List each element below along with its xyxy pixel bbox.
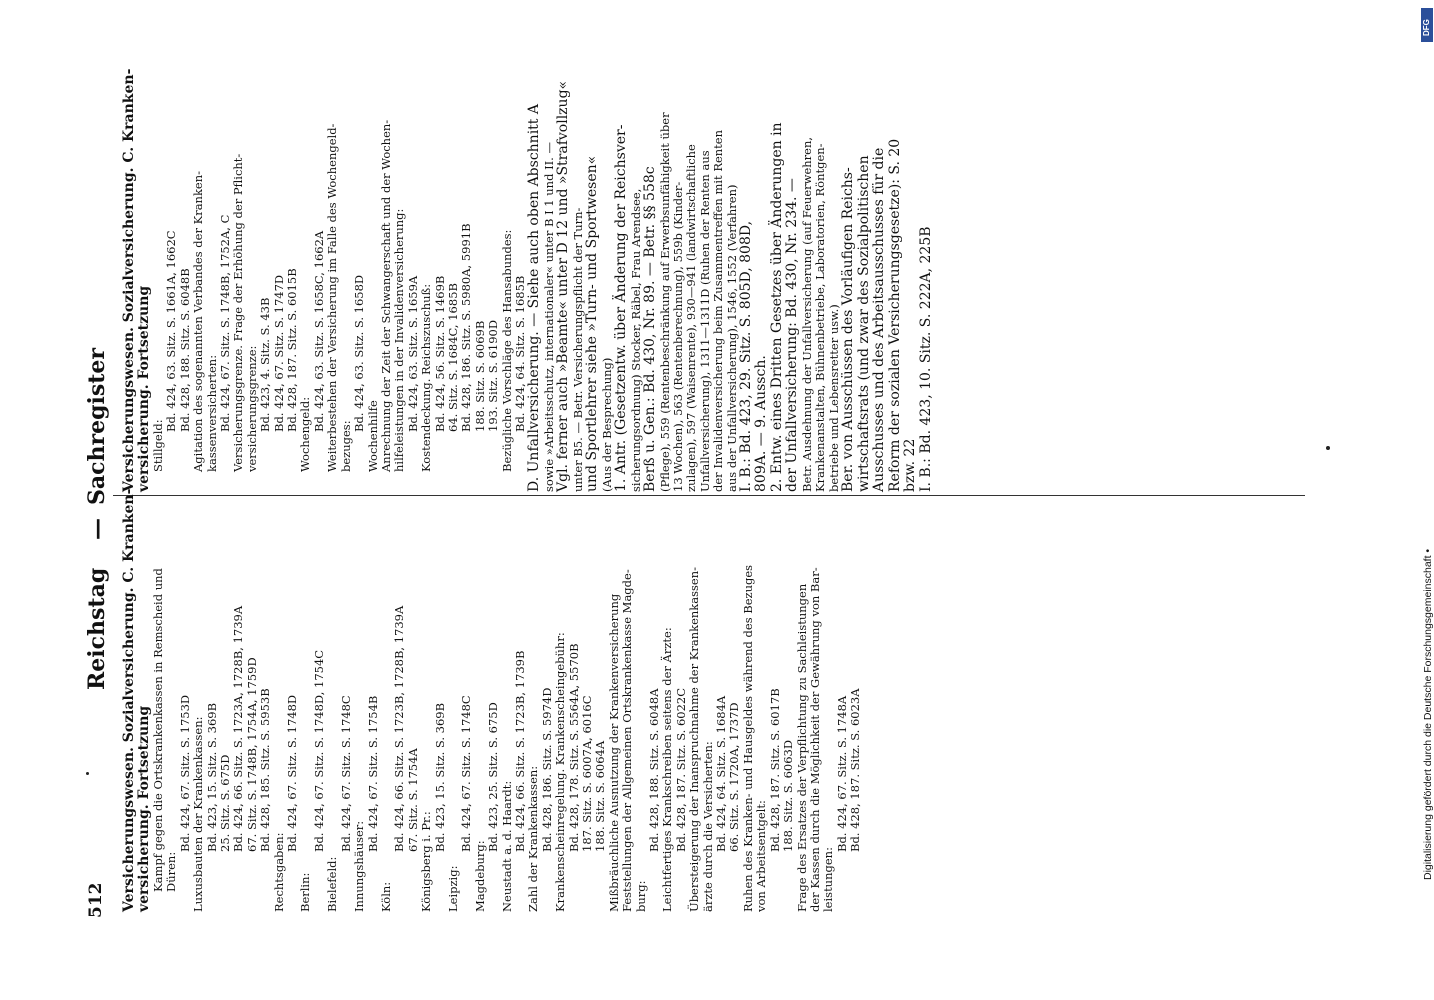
index-line: Neustadt a. d. Haardt: [499,780,514,912]
index-line: wirtschaftsrats (und zwar des Sozialpolitischen [855,155,872,492]
index-line: Bd. 428, 187. Sitz. S. 6022C [673,687,688,852]
index-line: Bd. 424, 63. Sitz. S. 1658C, 1662A [311,230,326,432]
index-line: Düren: [164,851,179,892]
index-line: Übersteigerung der Inanspruchnahme der Krankenkassen- [687,566,702,912]
index-line: 66. Sitz. S. 1720A, 1737D [727,702,742,852]
index-line: D. Unfallversicherung. — Siehe auch oben Abschnitt A [526,104,543,492]
page-number: 512 [86,882,106,918]
index-line: Bd. 424, 63. Sitz. S. 1661A, 1662C [164,230,179,432]
index-line: Bd. 424, 67. Sitz. S. 1748C [459,695,474,852]
index-line: Frage des Ersatzes der Verpflichtung zu Sachleistungen [794,583,809,912]
index-line: Bd. 428, 186. Sitz. S. 5980A, 5991B [459,223,474,432]
index-line: Luxusbauten der Krankenkassen: [191,716,206,912]
index-line: Bd. 424, 66. Sitz. S. 1723A, 1728B, 1739A [231,605,246,852]
index-line: Köln: [378,881,393,912]
index-line: Bd. 424, 64. Sitz. S. 1684A [714,695,729,852]
index-line: Bd. 424, 67. Sitz. S. 1748A [834,695,849,852]
index-line: Bd. 423, 15. Sitz. S. 369B [204,702,219,852]
running-header-separator: — [84,518,110,540]
index-line: Bd. 423, 4. Sitz. S. 43B [258,297,273,432]
index-line: Bd. 428, 188. Sitz. S. 6048B [177,268,192,432]
index-line: Betr. Ausdehnung der Unfallversicherung (auf Feuerwehren, [799,136,814,492]
index-line: Bd. 428, 178. Sitz. S. 5564A, 5570B [566,643,581,852]
index-line: unter B5. — Betr. Versicherungspflicht der Turn- [570,207,585,492]
dfg-logo-text: DFG [1422,19,1431,36]
index-line: Bd. 428, 185. Sitz. S. 5953B [258,688,273,852]
index-line: Bd. 424, 67. Sitz. S. 1748B, 1752A, C [218,214,233,432]
index-line: Bezügliche Vorschläge des Hansabundes: [499,229,514,472]
index-line: 188. Sitz. S. 6063D [781,739,796,852]
index-line: ärzte durch die Versicherten: [700,741,715,912]
index-line: bezuges: [338,420,353,472]
index-line: Bd. 424, 63. Sitz. S. 1658D [352,274,367,432]
index-line: Bd. 424, 67. Sitz. S. 1748D [285,694,300,852]
index-line: I. B.: Bd. 423, 10. Sitz. S. 222A, 225B [917,226,934,492]
index-line: Leichtfertiges Krankschreiben seitens der Ärzte: [660,627,675,912]
index-line: Bd. 428, 187. Sitz. S. 6023A [848,688,863,852]
index-line: 67. Sitz. S. 1748B, 1754A, 1759D [244,657,259,852]
index-line: Bd. 428, 188. Sitz. S. 6048A [647,688,662,852]
index-line: kassenversicherten: [204,354,219,472]
index-line: Kampf gegen die Ortskrankenkassen in Remscheid und [151,568,165,892]
index-line: Bd. 428, 187. Sitz. S. 6017B [767,688,782,852]
index-line: Berß u. Gen.: Bd. 430, Nr. 89. — Betr. §§ 558c [642,166,658,492]
index-line: Bielefeld: [325,856,340,912]
index-line: versicherung. Fortsetzung [136,285,152,492]
index-line: und Sportlehrer siehe »Turn- und Sportwesen« [584,155,601,492]
index-line: Krankenanstalten, Bühnenbetriebe, Laboratorien, Röntgen- [813,143,828,492]
index-line: Bd. 428, 187. Sitz. S. 6015B [285,268,300,432]
index-line: Leipzig: [445,865,460,912]
index-line: versicherungsgrenze: [244,345,259,472]
index-line: 64. Sitz. S. 1684C, 1685B [445,283,460,432]
index-line: sicherungsordnung) Stocker, Räbel, Frau Arendsee, [628,188,643,492]
index-line: Feststellungen der Allgemeinen Ortskrankenkasse Magde- [620,569,635,912]
index-line: Anrechnung der Zeit der Schwangerschaft und der Wochen- [378,119,393,472]
index-line: Unfallversicherung), 1311—1311D (Ruhen der Renten aus [697,150,712,492]
index-line: zulagen), 597 (Waisenrente), 930—941 (landwirtschaftliche [684,144,699,492]
index-line: 67. Sitz. S. 1754A [405,748,420,852]
index-line: 13 Wochen), 563 (Rentenberechnung), 559b (Kinder- [670,181,685,492]
index-line: Bd. 423, 15. Sitz. S. 369B [432,702,447,852]
index-line: leistungen: [821,847,836,912]
index-line: Bd. 428, 186. Sitz. S. 5974D [539,687,554,852]
index-line: bzw. 22 [902,438,919,492]
index-line: Magdeburg: [472,840,487,912]
index-line: Innungshäuser: [352,820,367,912]
index-line: Weiterbestehen der Versicherung im Falle des Wochengeld- [325,123,340,472]
index-line: Bd. 424, 67. Sitz. S. 1748D, 1754C [311,649,326,852]
index-line: 809A. — 9. Aussch. [753,355,770,492]
index-line: I. B.: Bd. 423, 29. Sitz. S. 805D, 808D, [737,220,754,492]
index-line: Berlin: [298,872,313,912]
index-line: versicherung. Fortsetzung [136,705,152,912]
index-line: Stillgeld: [151,419,165,472]
index-line: Zahl der Krankenkassen: [526,765,541,912]
index-line: Bd. 424, 66. Sitz. S. 1723B, 1739B [512,650,527,852]
index-line: Königsberg i. Pr.: [419,811,434,912]
index-line: 187. Sitz. S. 6007A, 6016C [580,695,594,852]
index-line: 193. Sitz. S. 6190D [486,319,501,432]
index-line: der Unfallversicherung: Bd. 430, Nr. 234. — [784,178,801,492]
index-line: Bd. 424, 56. Sitz. S. 1469B [432,275,447,432]
index-line: Vgl. ferner auch »Beamte« unter D 12 und »Strafvollzug« [555,80,572,492]
right-text-column [121,68,934,492]
index-line: burg: [633,880,648,912]
index-line: sowie »Arbeitsschutz, internationaler« unter B I 1 und II. — [541,142,556,492]
index-line: Versicherungswesen. Sozialversicherung. C. Kranken- [121,488,137,912]
index-line: Krankenscheinregelung. Krankenscheingebühr: [553,632,568,912]
index-line: Reform der sozialen Versicherungsgesetze): S. 20 [886,138,903,492]
index-line: aus der Unfallversicherung), 1546, 1552 (Verfahren) [724,184,739,492]
index-line: der Kassen durch die Möglichkeit der Gewährung von Bar- [807,567,822,912]
index-line: Ber. von Ausschüssen des Vorläufigen Reichs- [840,167,857,492]
index-line: (Aus der Besprechung) [599,357,614,492]
index-line: 25. Sitz. S. 675D [218,754,233,852]
index-line: Agitation des sogenannten Verbandes der Kranken- [191,170,206,472]
index-line: Versicherungsgrenze. Frage der Erhöhung der Pflicht- [231,153,246,472]
index-line: Mißbräuchliche Ausnutzung der Krankenversicherung [606,593,621,912]
index-line: Versicherungswesen. Sozialversicherung. C. Kranken- [121,68,137,492]
running-header-title: Reichstag [84,567,110,690]
dfg-logo [1421,8,1433,42]
index-line: 188. Sitz. S. 6069B [472,320,487,432]
index-line: Ausschusses und des Arbeitsausschusses für die [871,147,888,492]
index-line: der Invalidenversicherung beim Zusammentreffen mit Renten [711,129,726,492]
index-line: 2. Entw. eines Dritten Gesetzes über Änderungen in [768,122,785,492]
index-line: Wochenhilfe [365,400,380,472]
index-line: betriebe und Lebensretter usw.) [826,304,841,492]
digitization-credit: Digitalisierung gefördert durch die Deutsche Forschungsgemeinschaft • [1422,548,1434,880]
index-line: (Pflege), 559 (Rentenbeschränkung auf Erwerbsunfähigkeit über [657,112,672,492]
index-line: 188. Sitz. S. 6064A [593,740,608,852]
index-line: hilfeleistungen in der Invalidenversicherung: [392,208,407,472]
speck-mark [86,772,89,775]
index-line: Ruhen des Kranken- und Hausgeldes während des Bezuges [740,564,755,912]
index-line: Bd. 424, 67. Sitz. S. 1748C [338,695,353,852]
running-header-subtitle: Sachregister [84,348,110,505]
index-line: Bd. 424, 66. Sitz. S. 1723B, 1728B, 1739A [392,605,407,852]
index-line: Bd. 424, 63. Sitz. S. 1659A [405,275,420,432]
speck-mark [1326,446,1330,450]
index-line: Bd. 424, 67. Sitz. S. 1753D [177,694,192,852]
index-line: von Arbeitsentgelt: [754,800,769,912]
index-line: 1. Antr. (Gesetzentw. über Änderung der Reichsver- [613,124,630,492]
index-line: Bd. 424, 64. Sitz. S. 1685B [512,275,527,432]
left-text-column [121,488,863,912]
index-line: Wochengeld: [298,396,313,472]
index-line: Bd. 423, 25. Sitz. S. 675D [486,702,501,852]
index-line: Rechtsgaben: [271,832,286,912]
index-line: Bd. 424, 67. Sitz. S. 1747D [271,274,286,432]
index-line: Kostendeckung. Reichszuschuß: [419,283,434,472]
index-line: Bd. 424, 67. Sitz. S. 1754B [365,695,380,852]
